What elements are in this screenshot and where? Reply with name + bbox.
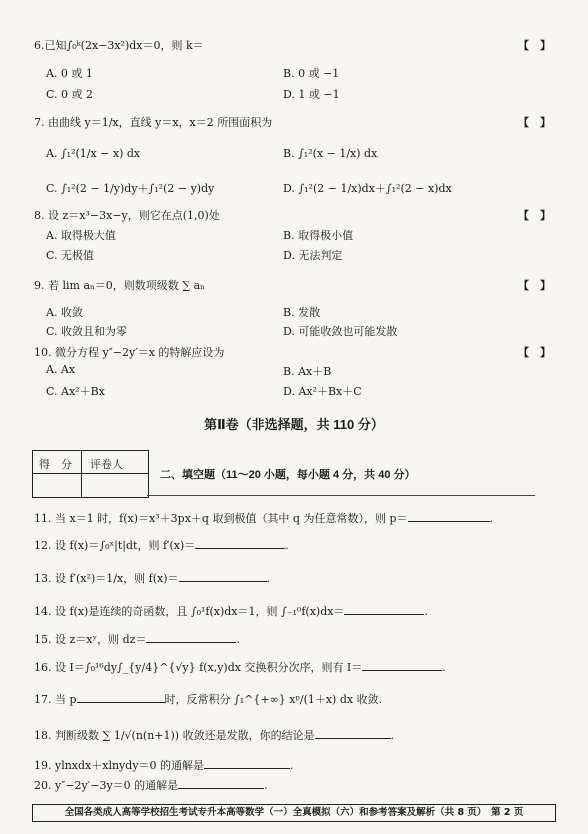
q7-option-c[interactable]: C. ∫₁²(2 − 1/y)dy＋∫₁²(2 − y)dy (46, 182, 215, 195)
page-footer: 全国各类成人高等学校招生考试专升本高等数学（一）全真模拟（六）和参考答案及解析（共 8 页） 第 2 页 (32, 804, 556, 822)
q7-option-a[interactable]: A. ∫₁²(1/x − x) dx (46, 147, 141, 160)
q12-answer-blank[interactable] (195, 538, 285, 549)
q7-answer-bracket[interactable]: 【 】 (518, 116, 551, 129)
q20-end: . (264, 779, 268, 792)
q16-end: . (442, 661, 446, 674)
q11-text: 11. 当 x＝1 时，f(x)＝x³＋3px＋q 取到极值（其中 q 为任意常数），则 p＝ (34, 512, 408, 525)
q13-answer-blank[interactable] (179, 571, 267, 582)
q17-end: 时，反常积分 ∫₁^{+∞} xᵖ/(1＋x) dx 收敛. (164, 693, 383, 706)
q19-text: 19. ylnxdx＋xlnydy＝0 的通解是 (34, 759, 205, 772)
q8-option-d[interactable]: D. 无法判定 (283, 249, 343, 262)
q14 (34, 603, 428, 619)
q16-answer-blank[interactable] (362, 660, 442, 671)
q20-text: 20. y″−2y′−3y＝0 的通解是 (34, 779, 179, 792)
q16 (34, 659, 446, 675)
q10-option-d[interactable]: D. Ax²＋Bx＋C (283, 385, 362, 398)
q10-option-c[interactable]: C. Ax²＋Bx (46, 385, 105, 398)
q15 (34, 631, 240, 647)
q20-answer-blank[interactable] (178, 778, 264, 789)
q17-answer-blank[interactable] (77, 692, 165, 703)
q9-option-a[interactable]: A. 收敛 (46, 306, 83, 319)
q12-end: . (285, 539, 289, 552)
q6-stem: 6.已知∫₀ᵏ(2x−3x²)dx＝0，则 k＝ (34, 39, 204, 52)
q8-option-a[interactable]: A. 取得极大值 (46, 229, 116, 242)
q19 (34, 757, 294, 773)
q18-end: . (390, 729, 395, 742)
q12-text: 12. 设 f(x)＝∫₀ˣ|t|dt，则 f′(x)＝ (34, 539, 196, 552)
section2-title: 二、填空题（11～20 小题，每小题 4 分，共 40 分） (160, 469, 416, 481)
q18-text: 18. 判断级数 ∑ 1/√(n(n+1)) 收敛还是发散，你的结论是 (34, 729, 315, 742)
section-divider (147, 495, 535, 496)
q10-answer-bracket[interactable]: 【 】 (518, 346, 551, 359)
q19-end: . (290, 759, 294, 772)
q11-answer-blank[interactable] (408, 511, 490, 522)
q8-answer-bracket[interactable]: 【 】 (518, 209, 551, 222)
q7-stem: 7. 由曲线 y＝1/x，直线 y＝x，x＝2 所围面积为 (34, 116, 273, 129)
q11 (34, 510, 493, 526)
score-table-row-divider (33, 473, 148, 474)
q8-option-b[interactable]: B. 取得极小值 (283, 229, 354, 242)
q11-end: . (489, 512, 494, 525)
q20 (34, 777, 268, 793)
q15-answer-blank[interactable] (146, 632, 236, 643)
q19-answer-blank[interactable] (204, 758, 290, 769)
q6-option-a[interactable]: A. 0 或 1 (46, 67, 93, 80)
q6-option-b[interactable]: B. 0 或 −1 (283, 67, 340, 80)
q9-answer-bracket[interactable]: 【 】 (518, 279, 551, 292)
q13 (34, 570, 270, 586)
q10-option-a[interactable]: A. Ax (46, 363, 76, 376)
q18-answer-blank[interactable] (315, 728, 391, 739)
q13-text: 13. 设 f′(x²)＝1/x，则 f(x)＝ (34, 572, 179, 585)
q6-option-d[interactable]: D. 1 或 −1 (283, 88, 340, 101)
q7-option-b[interactable]: B. ∫₁²(x − 1/x) dx (283, 147, 378, 160)
q8-option-c[interactable]: C. 无极值 (46, 249, 95, 262)
q9-option-c[interactable]: C. 收敛且和为零 (46, 325, 128, 338)
q6-option-c[interactable]: C. 0 或 2 (46, 88, 94, 101)
q6-answer-bracket[interactable]: 【 】 (518, 39, 551, 52)
score-label: 得 分 (39, 458, 72, 471)
q14-end: . (424, 605, 428, 618)
q10-option-b[interactable]: B. Ax＋B (283, 365, 332, 378)
q14-answer-blank[interactable] (344, 604, 424, 615)
q12 (34, 537, 289, 553)
q16-text: 16. 设 I＝∫₀¹⁶dy∫_{y/4}^{√y} f(x,y)dx 交换积分次序，则有 I＝ (34, 661, 363, 674)
q9-option-d[interactable]: D. 可能收敛也可能发散 (283, 325, 398, 338)
q14-text: 14. 设 f(x)是连续的奇函数，且 ∫₀¹f(x)dx＝1，则 ∫₋₁⁰f(x)dx＝ (34, 605, 345, 618)
q8-stem: 8. 设 z＝x³−3x−y，则它在点(1,0)处 (34, 209, 220, 222)
q9-stem: 9. 若 lim aₙ＝0，则数项级数 ∑ aₙ (34, 279, 205, 292)
q15-text: 15. 设 z＝xʸ，则 dz＝ (34, 633, 147, 646)
grader-label: 评卷人 (90, 458, 123, 471)
score-table-divider (81, 451, 82, 497)
q18 (34, 727, 394, 743)
q13-end: . (266, 572, 271, 585)
q7-option-d[interactable]: D. ∫₁²(2 − 1/x)dx＋∫₁²(2 − x)dx (283, 182, 452, 195)
q17-text: 17. 当 p (34, 693, 77, 706)
q10-stem: 10. 微分方程 y″−2y′＝x 的特解应设为 (34, 346, 225, 359)
q9-option-b[interactable]: B. 发散 (283, 306, 321, 319)
part2-title: 第Ⅱ卷（非选择题，共 110 分） (204, 417, 384, 432)
q17 (34, 691, 382, 707)
q15-end: . (236, 633, 240, 646)
score-table (32, 450, 149, 498)
